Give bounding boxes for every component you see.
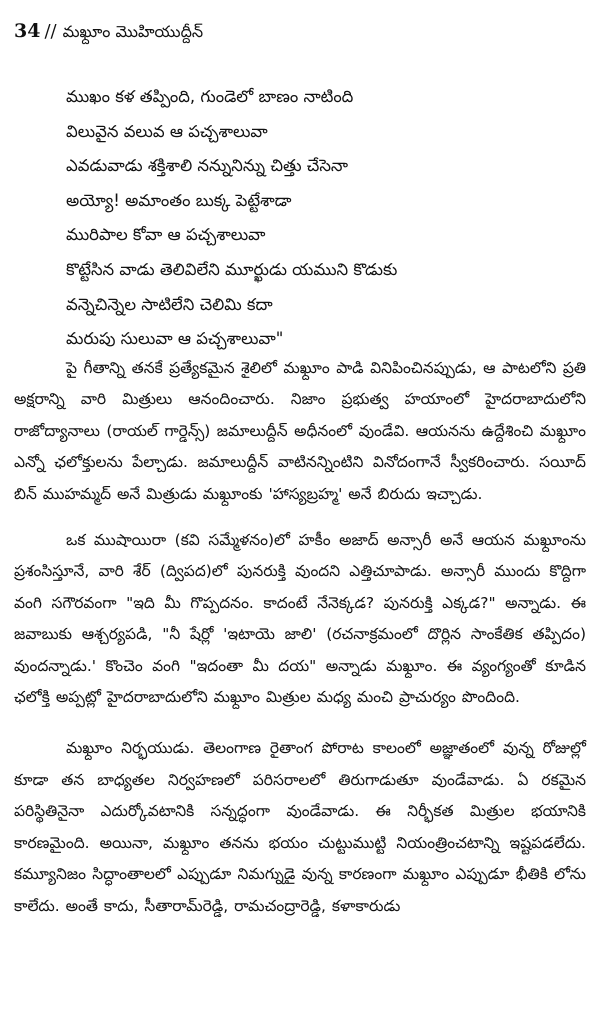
verse-line: అయ్యో! అమాంతం బుక్క పెట్టేశాడా — [66, 190, 292, 210]
body-text — [14, 353, 586, 922]
verse-line: మురిపాల కోవా ఆ పచ్చశాలువా — [66, 225, 266, 245]
paragraph: పై గీతాన్ని తనకే ప్రత్యేకమైన శైలిలో మఖ్దూం పాడి వినిపించినప్పుడు, ఆ పాటలోని ప్రతి అక్షరాన్ని వారి మిత్రులు ఆనందించారు. నిజాం ప్రభుత్వ హయాంలో హైదరాబాదులోని రాజోద్యానాలు (రాయల్ గార్డెన్స్) జమాలుద్దీన్ అధీనంలో వుండేవి. ఆయనను ఉద్దేశించి మఖ్దూం ఎన్నో ఛలోక్తులను పేల్చాడు. జమాలుద్దీన్ వాటినన్నింటిని వినోదంగానే స్వీకరించారు. సయీద్ బిన్ ముహమ్మద్ అనే మిత్రుడు మఖ్దూంకు 'హాస్యబ్రహ్మ' అనే బిరుదు ఇచ్చాడు. — [14, 359, 586, 503]
verse-line: వన్నెచిన్నెల సాటిలేని చెలిమి కదా — [66, 294, 273, 314]
verse-line: ముఖం కళ తప్పింది, గుండెలో బాణం నాటింది — [66, 87, 354, 106]
song-verse — [66, 80, 586, 357]
running-title: మఖ్దూం మొహియుద్దీన్ — [62, 22, 204, 41]
verse-line: విలువైన వలువ ఆ పచ్చశాలువా — [66, 121, 268, 141]
page-number: 34 — [14, 20, 41, 42]
verse-line: ఎవడువాడు శక్తిశాలి నన్నునిన్ను చిత్తు చేసెనా — [66, 156, 349, 176]
page-header — [14, 20, 203, 44]
paragraph: ఒక ముషాయిరా (కవి సమ్మేళనం)లో హకీం అజాద్ అన్సారీ అనే ఆయన మఖ్దూంను ప్రశంసిస్తూనే, వారి శేర్ (ద్విపద)లో పునరుక్తి వుందని ఎత్తిచూపాడు. అన్సారీ ముందు కొద్దిగా వంగి సగౌరవంగా "ఇది మీ గొప్పదనం. కాదంటే నేనెక్కడ? పునరుక్తి ఎక్కడ?" అన్నాడు. ఈ జవాబుకు ఆశ్చర్యపడి, "నీ షేర్లో 'ఇటాయె జాలి' (రచనాక్రమంలో దొర్లిన సాంకేతిక తప్పిదం) వుందన్నాడు.' కొంచెం వంగి "ఇదంతా మీ దయ" అన్నాడు మఖ్దూం. ఈ వ్యంగ్యంతో కూడిన ఛలోక్తి అప్పట్లో హైదరాబాదులోని మఖ్దూం మిత్రుల మధ్య మంచి ప్రాచుర్యం పొందింది. — [14, 531, 586, 707]
verse-line: కొట్టేసిన వాడు తెలివిలేని మూర్ఖుడు యముని కొడుకు — [66, 259, 398, 279]
paragraph: మఖ్దూం నిర్భయుడు. తెలంగాణ రైతాంగ పోరాట కాలంలో అజ్ఞాతంలో వున్న రోజుల్లో కూడా తన బాధ్యతల నిర్వహణలో పరిసరాలలో తిరుగాడుతూ వుండేవాడు. ఏ రకమైన పరిస్థితినైనా ఎదుర్కోవటానికి సన్నద్ధంగా వుండేవాడు. ఈ నిర్భీకత మిత్రుల భయానికి కారణమైంది. అయినా, మఖ్దూం తనను భయం చుట్టుముట్టి నియంత్రించటాన్ని ఇష్టపడలేదు. కమ్యూనిజం సిద్ధాంతాలలో ఎప్పుడూ నిమగ్నుడై వున్న కారణంగా మఖ్దూం ఎప్పుడూ భీతికి లోను కాలేదు. అంతే కాదు, సీతారామ్‌రెడ్డి, రామచంద్రారెడ్డి, కళాకారుడు — [14, 739, 586, 915]
header-separator: // — [44, 21, 57, 42]
verse-line: మరుపు సులువా ఆ పచ్చశాలువా" — [66, 329, 284, 349]
